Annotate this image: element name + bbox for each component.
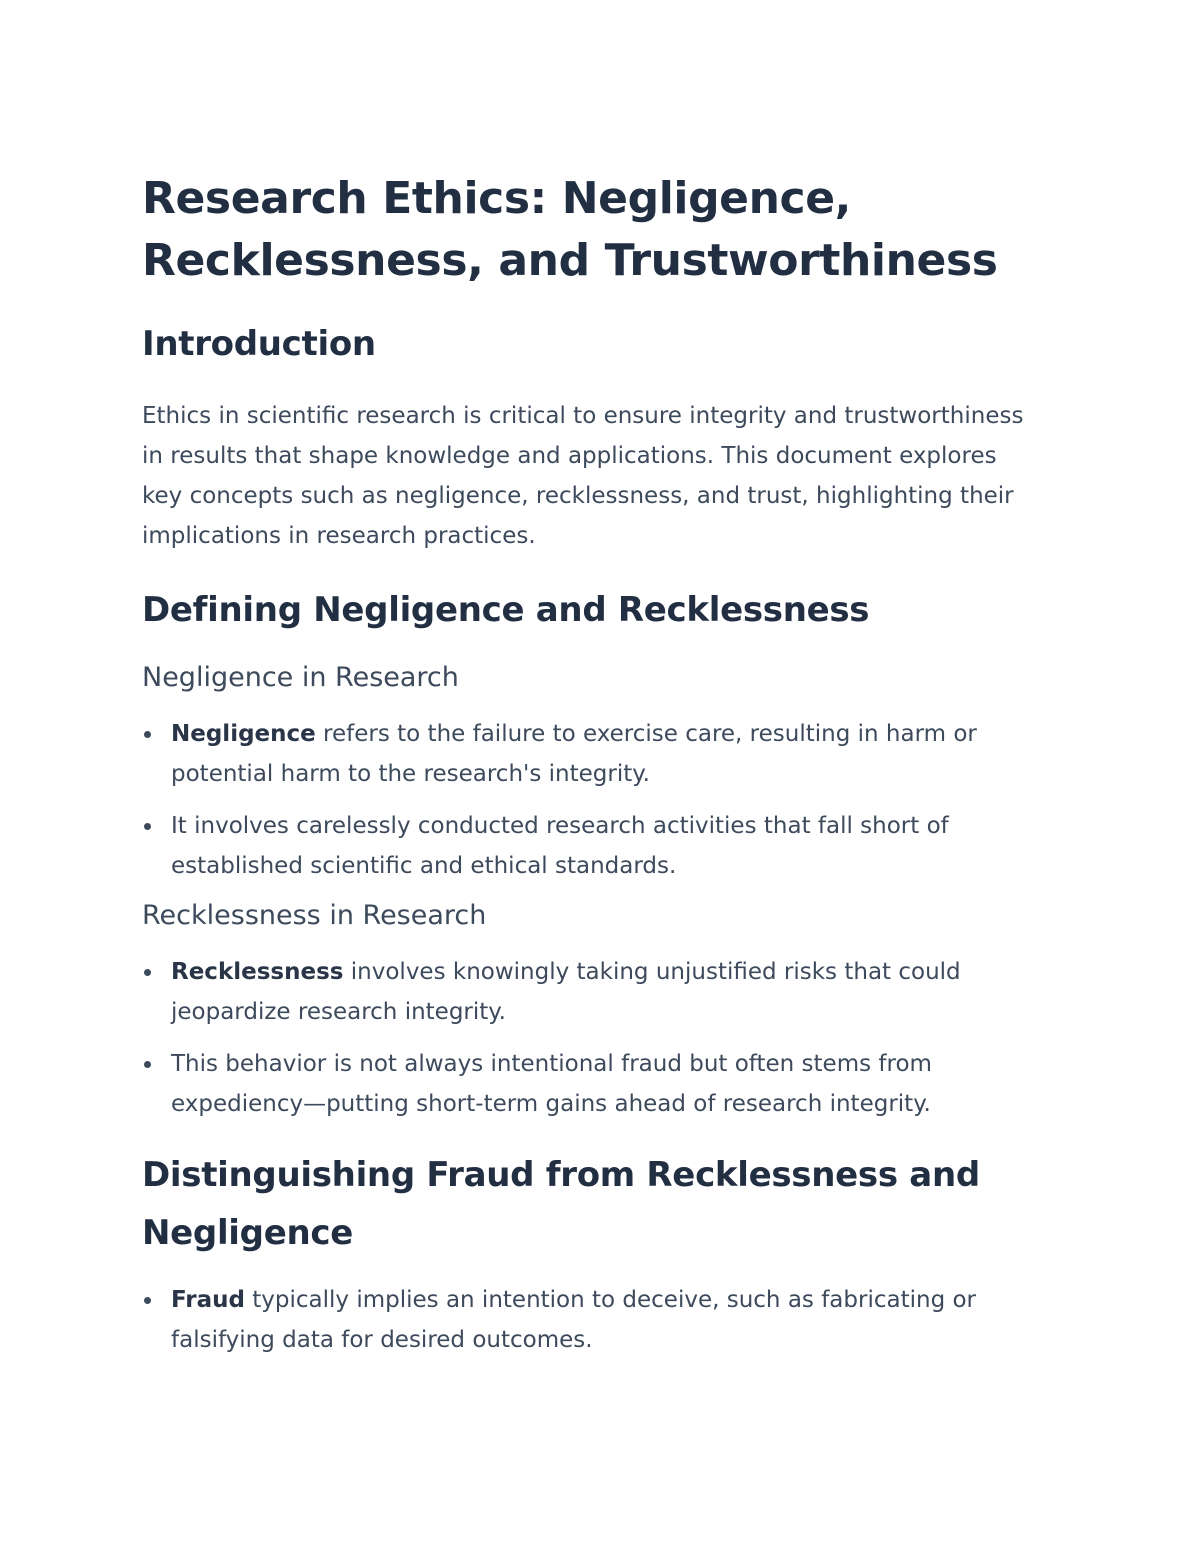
list-item: [142, 806, 1030, 886]
list-item-term: Recklessness: [171, 959, 344, 985]
list-item-text: This behavior is not always intentional fraud but often stems from expediency—putting short-term gains ahead of research integrity.: [171, 1051, 932, 1117]
fraud-heading: Distinguishing Fraud from Recklessness and Negligence: [142, 1155, 980, 1253]
list-item: [142, 1044, 1030, 1124]
negligence-subheading: Negligence in Research: [142, 662, 459, 693]
list-item-text: refers to the failure to exercise care, resulting in harm or potential harm to the research's integrity.: [171, 721, 977, 787]
fraud-list: [142, 1280, 1030, 1360]
list-item-text: typically implies an intention to deceive, such as fabricating or falsifying data for desired outcomes.: [171, 1287, 977, 1353]
list-item-term: Negligence: [171, 721, 316, 747]
document-title: Research Ethics: Negligence, Recklessness, and Trustworthiness: [142, 173, 998, 286]
defining-heading: Defining Negligence and Recklessness: [142, 590, 870, 630]
list-item: [142, 714, 1030, 794]
list-item-term: Fraud: [171, 1287, 245, 1313]
list-item-text: involves knowingly taking unjustified risks that could jeopardize research integrity.: [171, 959, 961, 1025]
recklessness-list: [142, 952, 1030, 1124]
introduction-paragraph: Ethics in scientific research is critical to ensure integrity and trustworthiness in results that shape knowledge and applications. This document explores key concepts such as negligence, recklessness, and trust, highlighting their implications in research practices.: [142, 403, 1024, 549]
list-item: [142, 952, 1030, 1032]
list-item-text: It involves carelessly conducted research activities that fall short of established scientific and ethical standards.: [171, 813, 949, 879]
negligence-list: [142, 714, 1030, 886]
introduction-heading: Introduction: [142, 324, 376, 364]
recklessness-subheading: Recklessness in Research: [142, 900, 487, 931]
list-item: [142, 1280, 1030, 1360]
